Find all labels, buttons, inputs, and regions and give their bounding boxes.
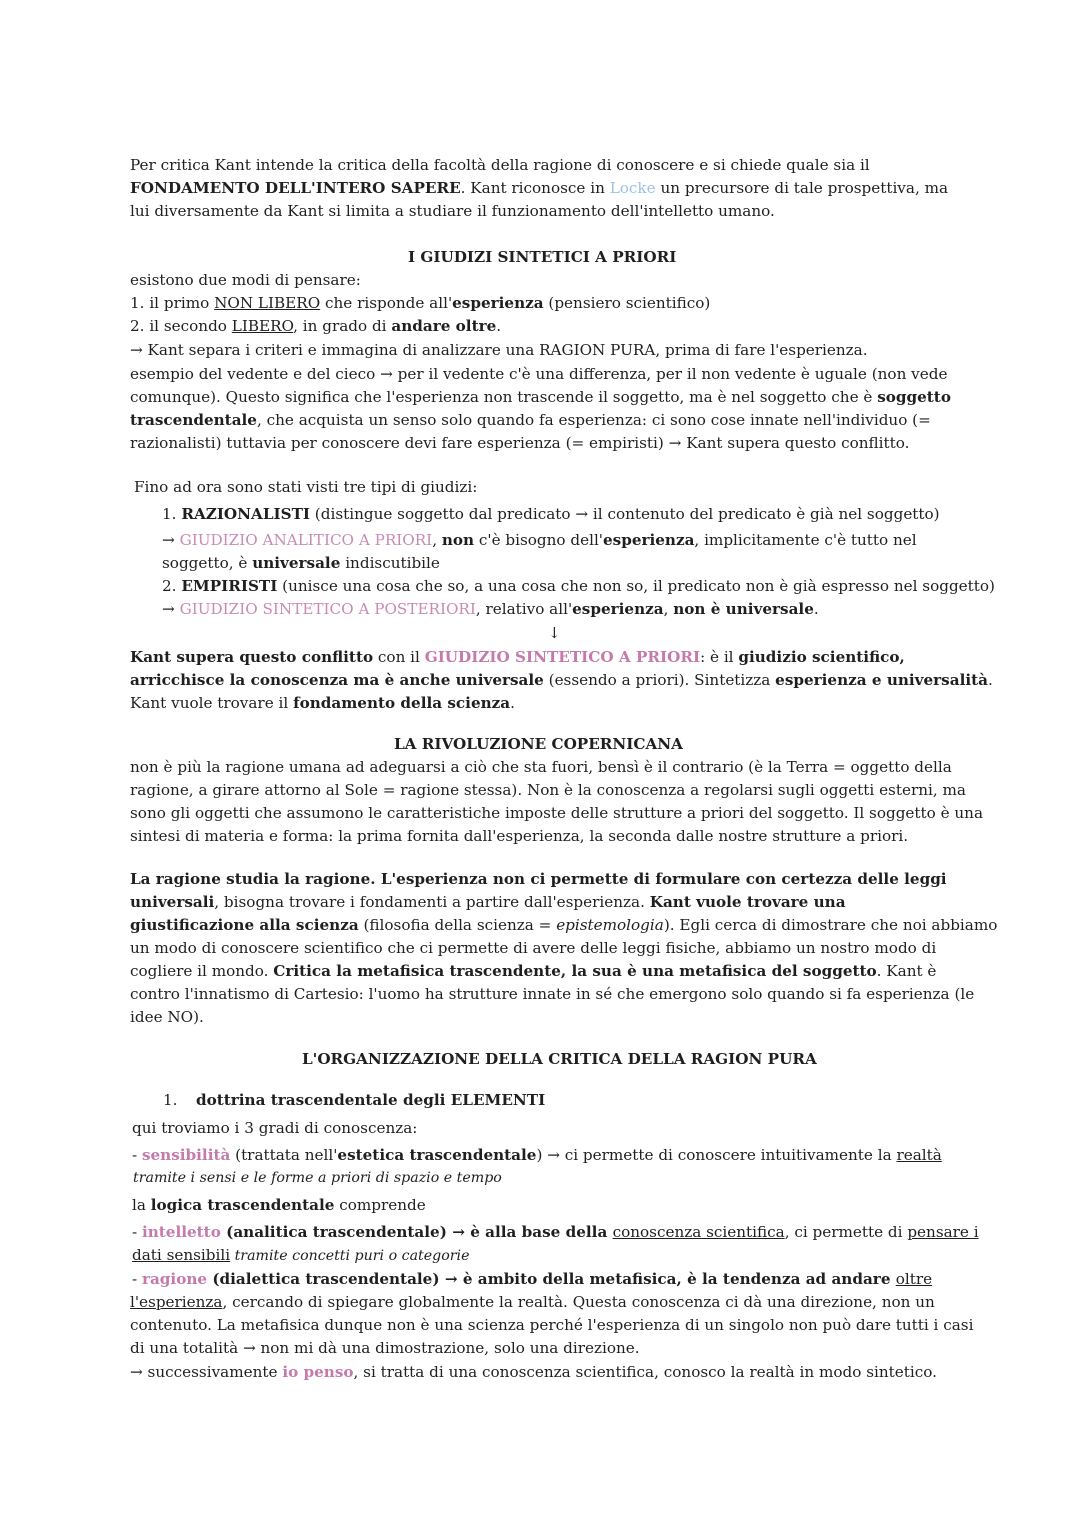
io-penso-line: → successivamente io penso, si tratta di una conoscenza scientifica, conosco la realtà in modo sintetico. xyxy=(130,1363,937,1381)
heading-organizzazione: L'ORGANIZZAZIONE DELLA CRITICA DELLA RAGION PURA xyxy=(302,1050,817,1068)
giudizi-line-3: 2. il secondo LIBERO, in grado di andare oltre. xyxy=(130,317,502,335)
ragione-grado-line-1: - ragione (dialettica trascendentale) → è ambito della metafisica, è la tendenza ad andare oltre xyxy=(132,1270,933,1288)
giudizi-line-8: razionalisti) tuttavia per conoscere devi fare esperienza (= empiristi) → Kant supera questo conflitto. xyxy=(130,434,910,452)
intelletto-line-1: - intelletto (analitica trascendentale) → è alla base della conoscenza scientifica, ci permette di pensare i xyxy=(132,1223,979,1241)
logica-line: la logica trascendentale comprende xyxy=(132,1196,426,1214)
giudizi-line-1: esistono due modi di pensare: xyxy=(130,271,361,289)
ragione-line-7: idee NO). xyxy=(130,1008,204,1026)
locke-highlight: Locke xyxy=(609,179,656,197)
kant-supera-line-1: Kant supera questo conflitto con il GIUDIZIO SINTETICO A PRIORI: è il giudizio scientifico, xyxy=(130,648,905,666)
kant-supera-line-3: Kant vuole trovare il fondamento della scienza. xyxy=(130,694,515,712)
ragione-line-5: cogliere il mondo. Critica la metafisica trascendente, la sua è una metafisica del soggetto. Kant è xyxy=(130,962,937,980)
sensibilita-line-1: - sensibilità (trattata nell'estetica trascendentale) → ci permette di conoscere intuitivamente la realtà xyxy=(132,1146,942,1164)
numbered-item-1: 1. xyxy=(163,1091,178,1109)
tipi-analitico: → GIUDIZIO ANALITICO A PRIORI, non c'è bisogno dell'esperienza, implicitamente c'è tutto nel xyxy=(162,531,917,549)
rivoluzione-line-1: non è più la ragione umana ad adeguarsi a ciò che sta fuori, bensì è il contrario (è la Terra = oggetto della xyxy=(130,758,952,776)
down-arrow: ↓ xyxy=(548,624,561,642)
giudizi-line-6: comunque). Questo significa che l'esperienza non trascende il soggetto, ma è nel soggetto che è soggetto xyxy=(130,388,951,406)
intro-line-2: FONDAMENTO DELL'INTERO SAPERE. Kant riconosce in Locke un precursore di tale prospettiva, ma xyxy=(130,179,949,197)
intro-line-3: lui diversamente da Kant si limita a studiare il funzionamento dell'intelletto umano. xyxy=(130,202,775,220)
tipi-analitico-2: soggetto, è universale indiscutibile xyxy=(162,554,440,572)
tipi-empiristi: 2. EMPIRISTI (unisce una cosa che so, a una cosa che non so, il predicato non è già espresso nel soggetto) xyxy=(162,577,995,595)
ragione-grado-line-4: di una totalità → non mi dà una dimostrazione, solo una direzione. xyxy=(130,1339,640,1357)
ragione-line-4: un modo di conoscere scientifico che ci permette di avere delle leggi fisiche, abbiamo un nostro modo di xyxy=(130,939,937,957)
ragione-grado-line-2: l'esperienza, cercando di spiegare globalmente la realtà. Questa conoscenza ci dà una direzione, non un xyxy=(130,1293,935,1311)
giudizi-line-2: 1. il primo NON LIBERO che risponde all'esperienza (pensiero scientifico) xyxy=(130,294,711,312)
dottrina-title: dottrina trascendentale degli ELEMENTI xyxy=(196,1091,546,1109)
rivoluzione-line-3: sono gli oggetti che assumono le caratteristiche imposte delle strutture a priori del soggetto. Il soggetto è una xyxy=(130,804,984,822)
gradi-line: qui troviamo i 3 gradi di conoscenza: xyxy=(132,1119,418,1137)
intro-line-1: Per critica Kant intende la critica della facoltà della ragione di conoscere e si chiede quale sia il xyxy=(130,156,870,174)
heading-rivoluzione: LA RIVOLUZIONE COPERNICANA xyxy=(394,735,683,753)
ragione-line-6: contro l'innatismo di Cartesio: l'uomo ha strutture innate in sé che emergono solo quando si fa esperienza (le xyxy=(130,985,975,1003)
giudizi-line-5: esempio del vedente e del cieco → per il vedente c'è una differenza, per il non vedente è uguale (non vede xyxy=(130,365,948,383)
ragione-grado-line-3: contenuto. La metafisica dunque non è una scienza perché l'esperienza di un singolo non può dare tutti i casi xyxy=(130,1316,974,1334)
heading-giudizi: I GIUDIZI SINTETICI A PRIORI xyxy=(408,248,677,266)
tipi-sintetico-posteriori: → GIUDIZIO SINTETICO A POSTERIORI, relativo all'esperienza, non è universale. xyxy=(162,600,819,618)
rivoluzione-line-4: sintesi di materia e forma: la prima fornita dall'esperienza, la seconda dalle nostre strutture a priori. xyxy=(130,827,909,845)
ragione-line-3: giustificazione alla scienza (filosofia della scienza = epistemologia). Egli cerca di dimostrare che noi abbiamo xyxy=(130,916,998,934)
kant-supera-line-2: arricchisce la conoscenza ma è anche universale (essendo a priori). Sintetizza esperienza e universalità. xyxy=(130,671,993,689)
tipi-line-1: Fino ad ora sono stati visti tre tipi di giudizi: xyxy=(134,478,478,496)
ragione-line-1: La ragione studia la ragione. L'esperienza non ci permette di formulare con certezza delle leggi xyxy=(130,870,947,888)
giudizi-line-7: trascendentale, che acquista un senso solo quando fa esperienza: ci sono cose innate nell'individuo (= xyxy=(130,411,931,429)
rivoluzione-line-2: ragione, a girare attorno al Sole = ragione stessa). Non è la conoscenza a regolarsi sugli oggetti esterni, ma xyxy=(130,781,966,799)
tipi-razionalisti: 1. RAZIONALISTI (distingue soggetto dal predicato → il contenuto del predicato è già nel soggetto) xyxy=(162,505,940,523)
intelletto-line-2: dati sensibili tramite concetti puri o categorie xyxy=(132,1246,470,1264)
sensibilita-line-2: tramite i sensi e le forme a priori di spazio e tempo xyxy=(133,1170,502,1186)
giudizi-line-4: → Kant separa i criteri e immagina di analizzare una RAGION PURA, prima di fare l'esperienza. xyxy=(130,341,868,359)
ragione-line-2: universali, bisogna trovare i fondamenti a partire dall'esperienza. Kant vuole trovare una xyxy=(130,893,846,911)
